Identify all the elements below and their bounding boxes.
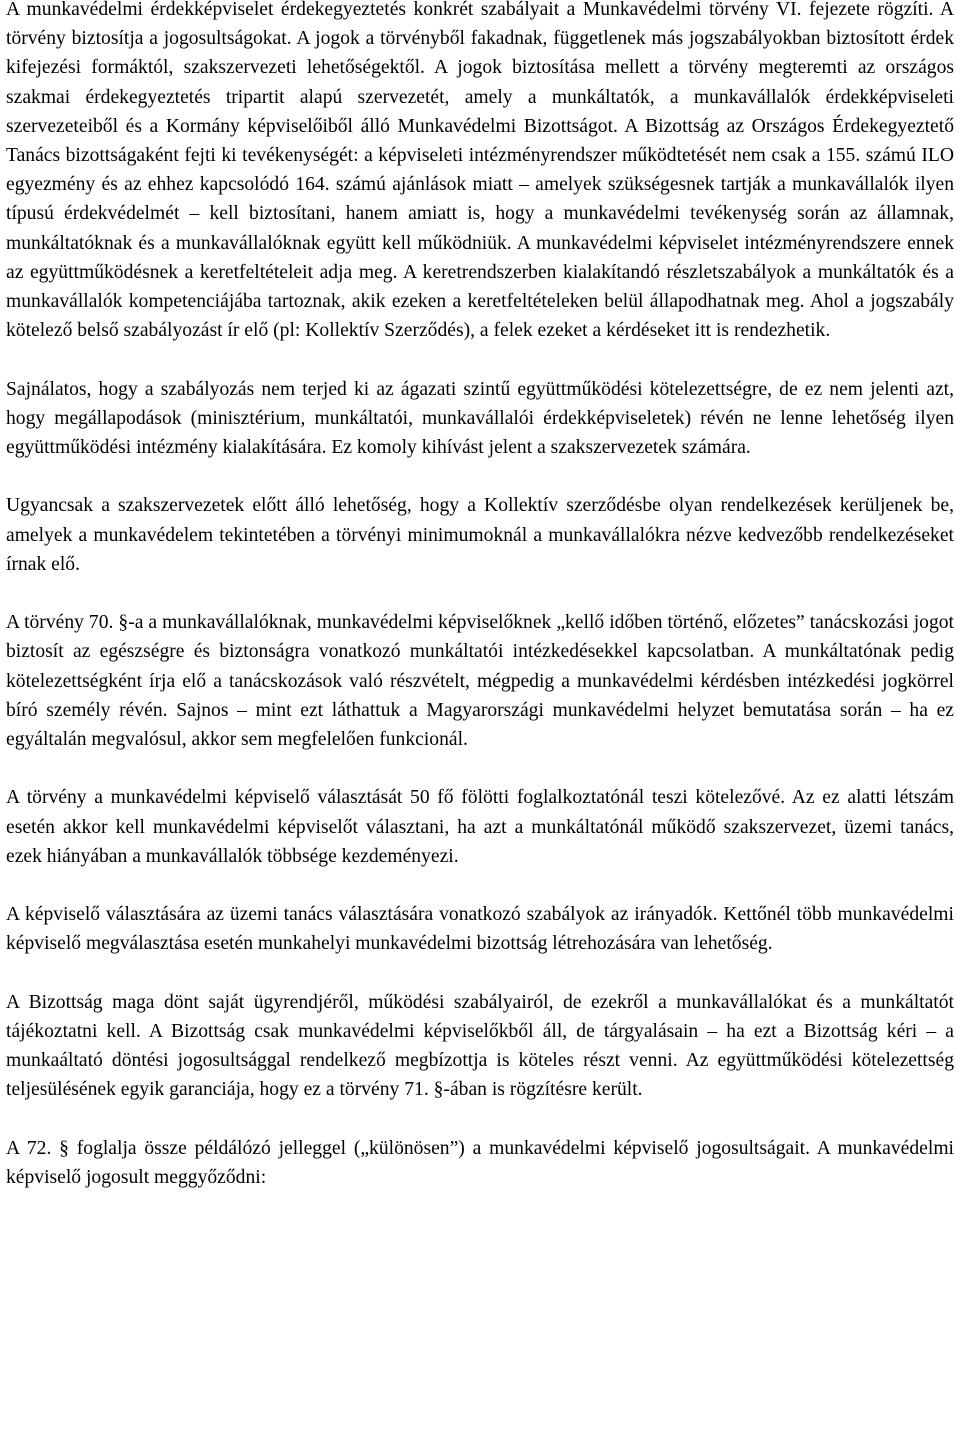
paragraph-consultation-rights: A törvény 70. §-a a munkavállalóknak, munkavédelmi képviselőknek „kellő időben történő, előzetes” tanácskozási jogot biztosít az egészségre és biztonságra vonatkozó munkáltatói intézkedésekkel kapcsolatban. A munkáltatónak pedig kötelezettségként írja elő a tanácskozások való részvételt, mégpedig a munkavédelmi kérdésben intézkedési jogkörrel bíró személy révén. Sajnos – mint ezt láthattuk a Magyarországi munkavédelmi helyzet bemutatása során – ha ez egyáltalán megvalósul, akkor sem megfelelően funkcionál.: [6, 612, 954, 751]
paragraph-employee-representation-overview: A munkavédelmi érdekképviselet érdekegyeztetés konkrét szabályait a Munkavédelmi törvény VI. fejezete rögzíti. A törvény biztosítja a jogosultságokat. A jogok a törvényből fakadnak, függetlenek más jogszabályokban biztosított érdek kifejezési formáktól, szakszervezeti lehetőségektől. A jogok biztosítása mellett a törvény megteremti az országos szakmai érdekegyeztetés tripartit alapú szervezetét, amely a munkáltatók, a munkavállalók érdekképviseleti szervezeteiből és a Kormány képviselőiből álló Munkavédelmi Bizottságot. A Bizottság az Országos Érdekegyeztető Tanács bizottságaként fejti ki tevékenységét: a képviseleti intézményrendszer működtetését nem csak a 155. számú ILO egyezmény és az ehhez kapcsolódó 164. számú ajánlások miatt – amelyek szükségesnek tartják a munkavállalók ilyen típusú érdekvédelmét – kell biztosítani, hanem amiatt is, hogy a munkavédelmi tevékenység során az államnak, munkáltatóknak és a munkavállalóknak együtt kell működniük. A munkavédelmi képviselet intézményrendszere ennek az együttműködésnek a keretfeltételeit adja meg. A keretrendszerben kialakítandó részletszabályok a munkáltatók és a munkavállalók kompetenciájába tartoznak, akik ezeken a keretfeltételeken belül állapodhatnak meg. Ahol a jogszabály kötelező belső szabályozást ír elő (pl: Kollektív Szerződés), a felek ezeket a kérdéseket itt is rendezhetik.: [6, 0, 954, 342]
paragraph-collective-agreement: Ugyancsak a szakszervezetek előtt álló lehetőség, hogy a Kollektív szerződésbe olyan rendelkezések kerüljenek be, amelyek a munkavédelem tekintetében a törvényi minimumoknál a munkavállalókra nézve kedvezőbb rendelkezéseket írnak elő.: [6, 495, 954, 575]
paragraph-election-rules: A képviselő választására az üzemi tanács választására vonatkozó szabályok az irányadók. Kettőnél több munkavédelmi képviselő megválasztása esetén munkahelyi munkavédelmi bizottság létrehozására van lehetőség.: [6, 904, 954, 955]
paragraph-representative-rights: A 72. § foglalja össze példálózó jelleggel („különösen”) a munkavédelmi képviselő jogosultságait. A munkavédelmi képviselő jogosult meggyőződni:: [6, 1137, 954, 1189]
paragraph-sectoral-cooperation: Sajnálatos, hogy a szabályozás nem terjed ki az ágazati szintű együttműködési kötelezettségre, de ez nem jelenti azt, hogy megállapodások (minisztérium, munkáltatói, munkavállalói érdekképviseletek) révén ne lenne lehetőség ilyen együttműködési intézmény kialakítására. Ez komoly kihívást jelent a szakszervezetek számára.: [6, 378, 954, 459]
document-page: [6, 0, 954, 1192]
paragraph-representative-election: A törvény a munkavédelmi képviselő választását 50 fő fölötti foglalkoztatónál teszi kötelezővé. Az ez alatti létszám esetén akkor kell munkavédelmi képviselőt választani, ha azt a munkáltatónál működő szakszervezet, üzemi tanács, ezek hiányában a munkavállalók többsége kezdeményezi.: [6, 787, 954, 867]
paragraph-committee-rules: A Bizottság maga dönt saját ügyrendjéről, működési szabályairól, de ezekről a munkavállalókat és a munkáltatót tájékoztatni kell. A Bizottság csak munkavédelmi képviselőkből áll, de tárgyalásain – ha ezt a Bizottság kéri – a munkaáltató döntési jogosultsággal rendelkező megbízottja is köteles részt venni. Az együttműködési kötelezettség teljesülésének egyik garanciája, hogy ez a törvény 71. §-ában is rögzítésre került.: [6, 991, 954, 1101]
